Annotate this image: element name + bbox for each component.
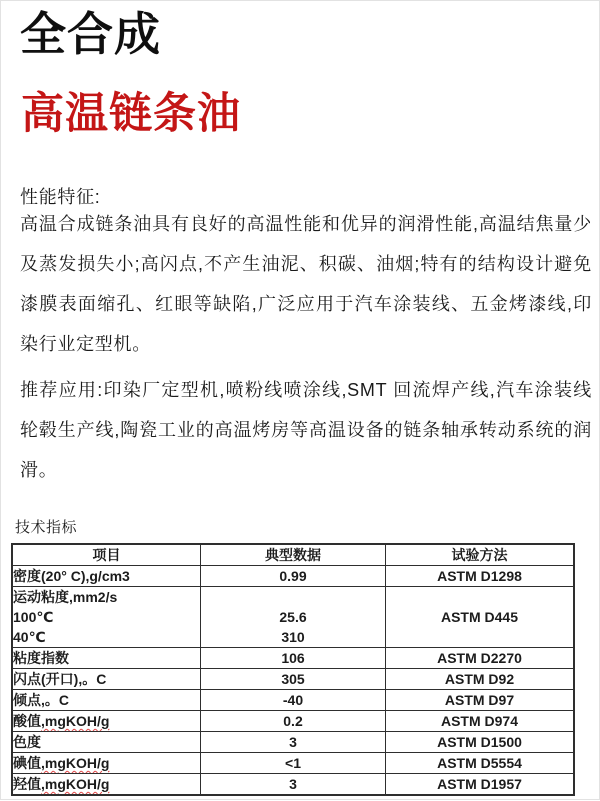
- spec-table-row: [12, 753, 574, 774]
- spec-header-value: 典型数据: [201, 544, 386, 566]
- spec-value-cell: 0.2: [201, 711, 386, 732]
- spec-item-cell: [12, 669, 201, 690]
- spec-item-text: 密度(20° C),g/cm3: [13, 568, 130, 584]
- spec-table-row: [12, 669, 574, 690]
- spec-item-line: 100℃: [13, 609, 54, 625]
- spec-table-row: [12, 566, 574, 587]
- spec-item-cell: [12, 690, 201, 711]
- spec-item-text: 闪点(开口),。C: [13, 671, 107, 687]
- spec-item-unit-misspell: ,mgKOH/g: [41, 755, 110, 771]
- product-series-title: 全合成: [20, 8, 161, 60]
- spec-value-line: 310: [281, 629, 305, 645]
- spec-table-row: [12, 732, 574, 753]
- spec-value-line: [201, 587, 385, 607]
- spec-item-cell: [12, 711, 201, 732]
- spec-item-line: 运动粘度,mm2/s: [13, 589, 118, 605]
- spec-value-cell: <1: [201, 753, 386, 774]
- spec-value-line: 25.6: [279, 609, 307, 625]
- application-paragraph: 推荐应用:印染厂定型机,喷粉线喷涂线,SMT 回流焊产线,汽车涂装线轮毂生产线,陶瓷工业的高温烤房等高温设备的链条轴承转动系统的润滑。: [20, 380, 592, 480]
- spec-item-text: 酸值: [13, 713, 41, 729]
- spec-method-cell: ASTM D97: [386, 690, 575, 711]
- spec-method-cell: ASTM D2270: [386, 648, 575, 669]
- spec-item-text: 倾点,。C: [13, 692, 69, 708]
- spec-item-text: 羟值: [13, 776, 41, 792]
- spec-table-row: [12, 774, 574, 796]
- spec-item-cell: [12, 566, 201, 587]
- spec-value-cell: 305: [201, 669, 386, 690]
- spec-item-cell: [12, 753, 201, 774]
- spec-item-cell: [12, 648, 201, 669]
- spec-item-cell: [12, 774, 201, 796]
- spec-header-row: [12, 544, 574, 566]
- spec-table-label: 技术指标: [15, 519, 78, 536]
- spec-value-cell: 3: [201, 774, 386, 796]
- spec-table-header: [12, 544, 574, 566]
- spec-method-cell: ASTM D92: [386, 669, 575, 690]
- spec-item-text: 碘值: [13, 755, 41, 771]
- document-page: [1, 1, 600, 801]
- spec-item-cell: [12, 732, 201, 753]
- spec-method-cell: ASTM D974: [386, 711, 575, 732]
- spec-table: [11, 543, 575, 796]
- spec-method-cell: ASTM D5554: [386, 753, 575, 774]
- spec-item-line: 40℃: [13, 629, 46, 645]
- spec-item-unit-misspell: ,mgKOH/g: [41, 713, 110, 729]
- spec-method-cell: ASTM D445: [386, 587, 575, 648]
- performance-paragraph: 高温合成链条油具有良好的高温性能和优异的润滑性能,高温结焦量少及蒸发损失小;高闪点,不产生油泥、积碳、油烟;特有的结构设计避免漆膜表面缩孔、红眼等缺陷,广泛应用于汽车涂装线、五金烤漆线,印染行业定型机。: [20, 214, 592, 354]
- spec-method-cell: ASTM D1957: [386, 774, 575, 796]
- spec-table-row: [12, 690, 574, 711]
- spec-header-method: 试验方法: [386, 544, 575, 566]
- spec-table-row: [12, 587, 574, 648]
- spec-value-cell: 106: [201, 648, 386, 669]
- spec-value-cell: 3: [201, 732, 386, 753]
- spec-header-item: 项目: [12, 544, 201, 566]
- spec-value-cell: 0.99: [201, 566, 386, 587]
- spec-item-unit-misspell: ,mgKOH/g: [41, 776, 110, 792]
- performance-section-label: 性能特征:: [20, 187, 101, 207]
- spec-value-cell: [201, 587, 386, 648]
- spec-item-text: 色度: [13, 734, 41, 750]
- spec-item-text: 粘度指数: [13, 650, 69, 666]
- spec-table-row: [12, 648, 574, 669]
- spec-method-cell: ASTM D1500: [386, 732, 575, 753]
- product-name-title: 高温链条油: [21, 90, 241, 138]
- spec-table-row: [12, 711, 574, 732]
- spec-method-cell: ASTM D1298: [386, 566, 575, 587]
- spec-item-cell: [12, 587, 201, 648]
- spec-value-cell: -40: [201, 690, 386, 711]
- spec-table-body: [12, 566, 574, 796]
